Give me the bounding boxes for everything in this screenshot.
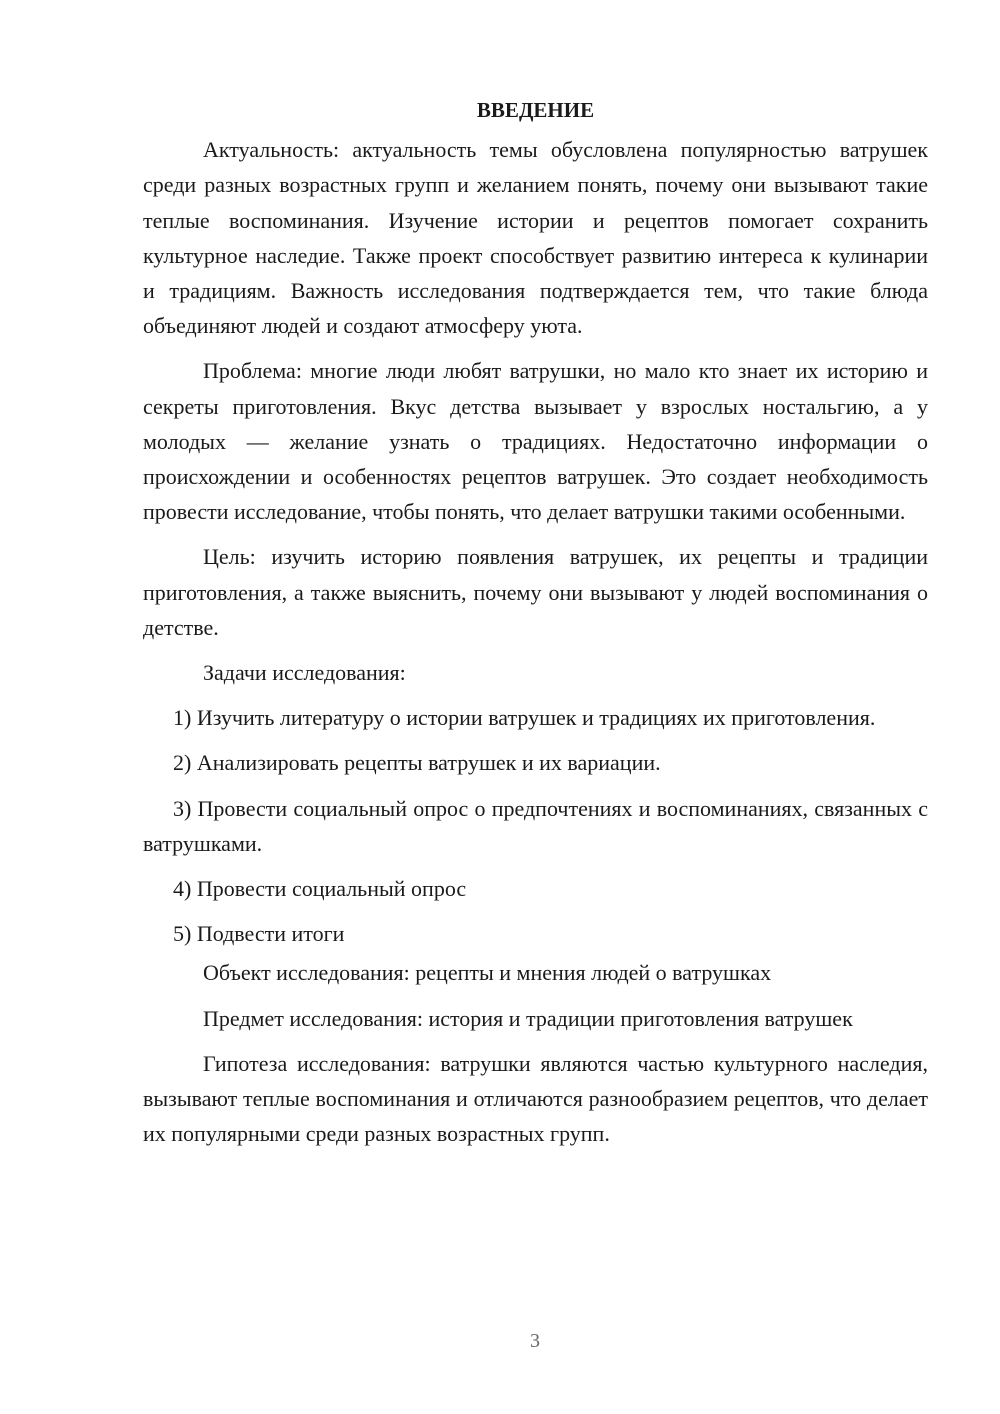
problem-paragraph: Проблема: многие люди любят ватрушки, но мало кто знает их историю и секреты приготовления. Вкус детства вызывает у взрослых ностальгию, а у молодых — желание узнать о традициях. Недостаточно информации о происхождении и особенностях рецептов ватрушек. Это создает необходимость провести исследование, чтобы понять, что делает ватрушки такими особенными. <box>143 358 928 525</box>
subject-paragraph: Предмет исследования: история и традиции приготовления ватрушек <box>203 1005 853 1031</box>
relevance-paragraph: Актуальность: актуальность темы обусловлена популярностью ватрушек среди разных возрастных групп и желанием понять, почему они вызывают такие теплые воспоминания. Изучение истории и рецептов помогает сохранить культурное наследие. Также проект способствует развитию интереса к кулинарии и традициям. Важность исследования подтверждается тем, что такие блюда объединяют людей и создают атмосферу уюта. <box>143 137 928 339</box>
page-title: ВВЕДЕНИЕ <box>476 98 595 122</box>
task-item: 2) Анализировать рецепты ватрушек и их вариации. <box>173 750 661 776</box>
task-item: 4) Провести социальный опрос <box>173 876 467 902</box>
document-page <box>143 93 928 1161</box>
task-item: 5) Подвести итоги <box>173 921 345 947</box>
task-item: 3) Провести социальный опрос о предпочтениях и воспоминаниях, связанных с ватрушками. <box>143 795 928 856</box>
goal-paragraph: Цель: изучить историю появления ватрушек, их рецепты и традиции приготовления, а также выяснить, почему они вызывают у людей воспоминания о детстве. <box>143 544 928 640</box>
task-item: 1) Изучить литературу о истории ватрушек и традициях их приготовления. <box>173 705 876 731</box>
page-number: 3 <box>530 1330 540 1352</box>
object-paragraph: Объект исследования: рецепты и мнения людей о ватрушках <box>203 960 772 986</box>
tasks-heading: Задачи исследования: <box>203 660 406 686</box>
hypothesis-paragraph: Гипотеза исследования: ватрушки являются частью культурного наследия, вызывают теплые воспоминания и отличаются разнообразием рецептов, что делает их популярными среди разных возрастных групп. <box>143 1050 928 1147</box>
